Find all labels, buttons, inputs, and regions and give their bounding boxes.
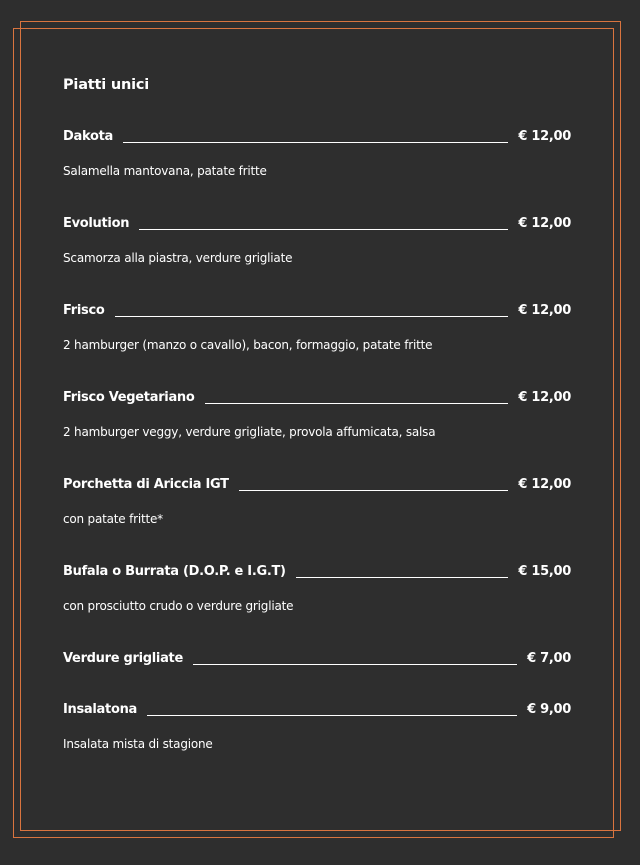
- menu-item: [63, 388, 571, 475]
- item-price: € 12,00: [518, 303, 571, 318]
- item-name: Insalatona: [63, 702, 138, 717]
- item-price: € 12,00: [518, 129, 571, 144]
- menu-item: [63, 475, 571, 562]
- item-name: Porchetta di Ariccia IGT: [63, 477, 229, 492]
- item-price: € 12,00: [518, 477, 571, 492]
- item-price: € 15,00: [518, 564, 571, 579]
- dotted-leader: [115, 316, 509, 317]
- dotted-leader: [147, 715, 517, 716]
- item-name: Evolution: [63, 216, 130, 231]
- item-description: 2 hamburger veggy, verdure grigliate, provola affumicata, salsa: [63, 425, 436, 439]
- menu-item: [63, 649, 571, 700]
- dotted-leader: [139, 229, 508, 230]
- item-price: € 9,00: [527, 702, 571, 717]
- item-description: 2 hamburger (manzo o cavallo), bacon, formaggio, patate fritte: [63, 338, 433, 352]
- item-name: Frisco Vegetariano: [63, 390, 195, 405]
- item-name: Dakota: [63, 129, 113, 144]
- menu-content: [63, 74, 571, 753]
- item-name: Verdure grigliate: [63, 651, 183, 666]
- menu-item: [63, 562, 571, 649]
- item-description: Scamorza alla piastra, verdure grigliate: [63, 251, 293, 265]
- menu-item: [63, 700, 571, 753]
- item-price: € 7,00: [527, 651, 571, 666]
- section-title: Piatti unici: [63, 77, 150, 93]
- dotted-leader: [296, 577, 509, 578]
- menu-items: [63, 127, 571, 753]
- dotted-leader: [193, 664, 517, 665]
- dotted-leader: [239, 490, 509, 491]
- dotted-leader: [205, 403, 509, 404]
- item-name: Bufala o Burrata (D.O.P. e I.G.T): [63, 564, 286, 579]
- item-description: con patate fritte*: [63, 512, 163, 526]
- item-description: Salamella mantovana, patate fritte: [63, 164, 267, 178]
- item-price: € 12,00: [518, 390, 571, 405]
- dotted-leader: [123, 142, 508, 143]
- item-description: con prosciutto crudo o verdure grigliate: [63, 599, 294, 613]
- menu-item: [63, 301, 571, 388]
- menu-item: [63, 127, 571, 214]
- item-price: € 12,00: [518, 216, 571, 231]
- item-description: Insalata mista di stagione: [63, 737, 213, 751]
- item-name: Frisco: [63, 303, 105, 318]
- menu-item: [63, 214, 571, 301]
